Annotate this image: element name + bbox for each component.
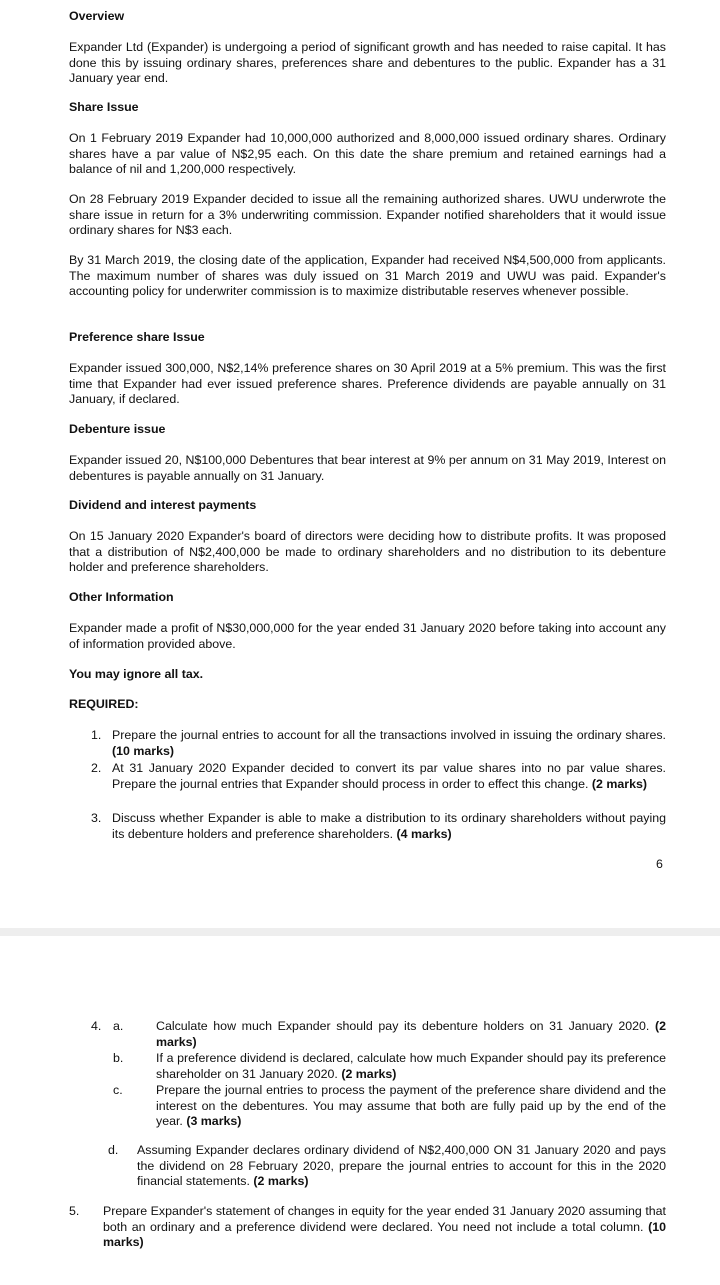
share-issue-p2: On 28 February 2019 Expander decided to issue all the remaining authorized shares. UWU underwrote the share issue in return for a 3% underwriting commission. Expander notified shareholders that it would issue ordinary shares for N$3 each. bbox=[69, 192, 666, 238]
overview-heading: Overview bbox=[69, 9, 125, 23]
preference-heading: Preference share Issue bbox=[69, 330, 205, 344]
required-1-text: Prepare the journal entries to account for all the transactions involved in issuing the ordinary shares. bbox=[112, 728, 666, 742]
required-item-3 bbox=[112, 811, 666, 842]
required-3-marks: (4 marks) bbox=[396, 826, 452, 841]
q4c-letter: c. bbox=[113, 1083, 123, 1097]
required-2-marks: (2 marks) bbox=[591, 776, 647, 791]
q4a-marks: (2 marks) bbox=[156, 1019, 666, 1049]
overview-text: Expander Ltd (Expander) is undergoing a period of significant growth and has needed to raise capital. It has done this by issuing ordinary shares, preferences share and debentures to the public. Expander has a 31 January year end. bbox=[69, 40, 666, 86]
debenture-text: Expander issued 20, N$100,000 Debentures that bear interest at 9% per annum on 31 May 2019, Interest on debentures is payable annually on 31 January. bbox=[69, 453, 666, 483]
q4d-item bbox=[137, 1143, 666, 1190]
q4b-text: If a preference dividend is declared, calculate how much Expander should pay its preference shareholder on 31 January 2020. bbox=[156, 1051, 666, 1081]
q4c-item bbox=[156, 1083, 666, 1130]
ignore-tax-note: You may ignore all tax. bbox=[69, 667, 204, 681]
page-number: 6 bbox=[656, 857, 663, 871]
q4d-letter: d. bbox=[108, 1143, 119, 1157]
other-info-heading: Other Information bbox=[69, 590, 174, 604]
q4a-letter: a. bbox=[113, 1019, 124, 1033]
q5-marks: (10 marks) bbox=[103, 1219, 666, 1250]
q4b-marks: (2 marks) bbox=[341, 1066, 397, 1081]
debenture-heading: Debenture issue bbox=[69, 422, 166, 436]
preference-text: Expander issued 300,000, N$2,14% preference shares on 30 April 2019 at a 5% premium. This was the first time that Expander had ever issued preference shares. Preference dividends are payable annually on 31 January, if declared. bbox=[69, 361, 666, 407]
required-2-text: At 31 January 2020 Expander decided to convert its par value shares into no par value shares. Prepare the journal entries that Expander should process in order to effect this change. bbox=[112, 761, 666, 791]
share-issue-p3: By 31 March 2019, the closing date of the application, Expander had received N$4,500,000 from applicants. The maximum number of shares was duly issued on 31 March 2019 and UWU was paid. Expander's accounting policy for underwriter commission is to maximize distributable reserves whenever possible. bbox=[69, 253, 666, 299]
q4a-item bbox=[156, 1019, 666, 1050]
other-info-text: Expander made a profit of N$30,000,000 for the year ended 31 January 2020 before taking into account any of information provided above. bbox=[69, 621, 666, 651]
share-issue-heading: Share Issue bbox=[69, 100, 139, 114]
required-1-marks: (10 marks) bbox=[112, 743, 174, 758]
q4b-item bbox=[156, 1051, 666, 1082]
q4c-text: Prepare the journal entries to process the payment of the preference share dividend and the interest on the debentures. You may assume that both are fully paid up by the end of the year. bbox=[156, 1083, 666, 1129]
required-3-number: 3. bbox=[91, 811, 102, 825]
q4b-letter: b. bbox=[113, 1051, 124, 1065]
q5-text: Prepare Expander's statement of changes in equity for the year ended 31 January 2020 assuming that both an ordinary and a preference dividend were declared. You need not include a total column. bbox=[103, 1204, 666, 1234]
required-heading: REQUIRED: bbox=[69, 697, 139, 711]
required-item-1 bbox=[112, 728, 666, 759]
page-2 bbox=[0, 936, 720, 1285]
q4-number: 4. bbox=[91, 1019, 102, 1033]
q4c-marks: (3 marks) bbox=[186, 1114, 242, 1129]
page-separator bbox=[0, 928, 720, 936]
q5-item bbox=[103, 1204, 666, 1251]
dividend-text: On 15 January 2020 Expander's board of directors were deciding how to distribute profits. It was proposed that a distribution of N$2,400,000 be made to ordinary shareholders and no distribution to its debenture holder and preference shareholders. bbox=[69, 529, 666, 575]
share-issue-p1: On 1 February 2019 Expander had 10,000,000 authorized and 8,000,000 issued ordinary shares. Ordinary shares have a par value of N$2,95 each. On this date the share premium and retained earnings had a balance of nil and 1,200,000 respectively. bbox=[69, 131, 666, 177]
q4d-text: Assuming Expander declares ordinary dividend of N$2,400,000 ON 31 January 2020 and pays the dividend on 28 February 2020, prepare the journal entries to account for this in the 2020 financial statements. bbox=[137, 1143, 666, 1189]
dividend-heading: Dividend and interest payments bbox=[69, 498, 257, 512]
q5-number: 5. bbox=[69, 1204, 80, 1218]
required-2-number: 2. bbox=[91, 761, 102, 775]
required-1-number: 1. bbox=[91, 728, 102, 742]
q4d-marks: (2 marks) bbox=[253, 1174, 309, 1189]
q4a-text: Calculate how much Expander should pay its debenture holders on 31 January 2020. bbox=[156, 1019, 650, 1033]
required-3-text: Discuss whether Expander is able to make a distribution to its ordinary shareholders without paying its debenture holders and preference shareholders. bbox=[112, 811, 666, 841]
required-item-2 bbox=[112, 761, 666, 792]
